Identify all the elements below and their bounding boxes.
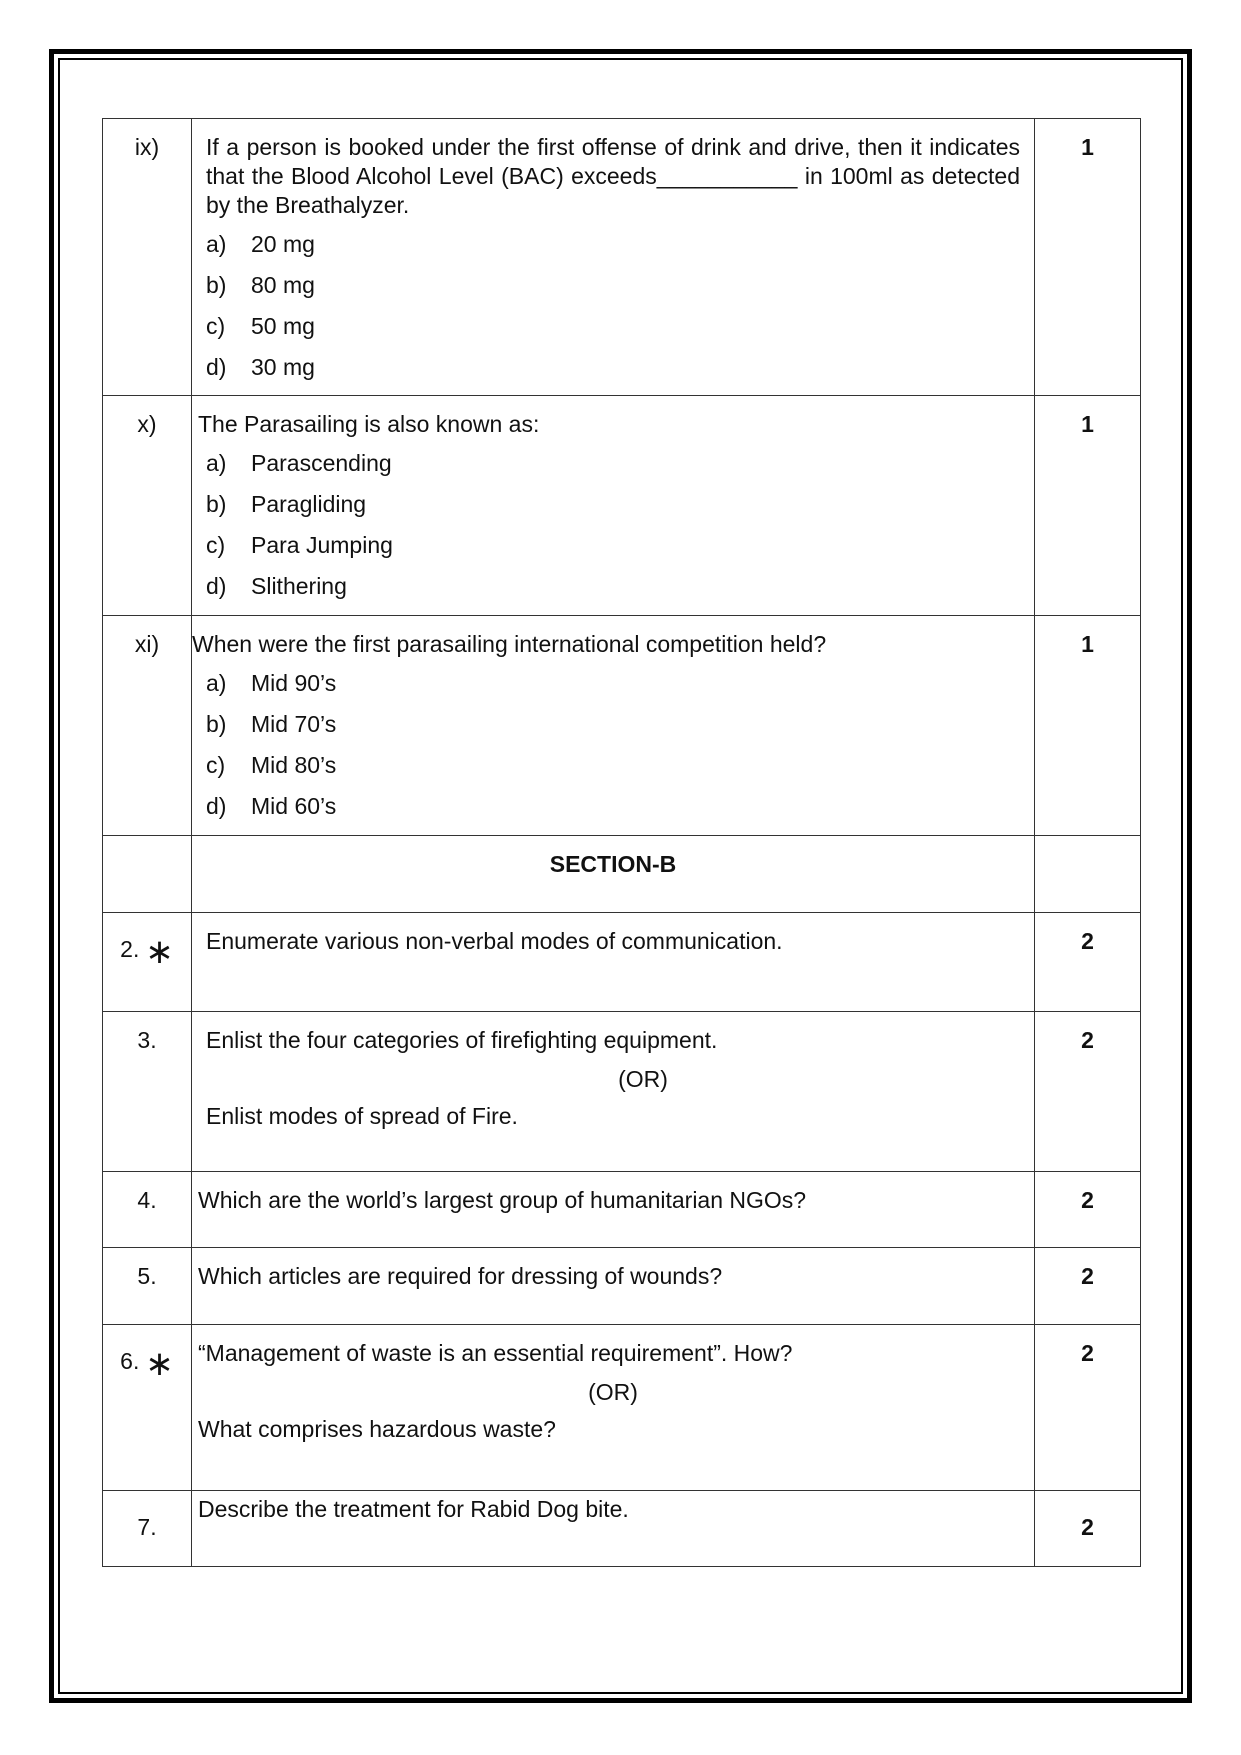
option-b <box>206 708 1034 749</box>
question-body-cell <box>192 119 1035 396</box>
question-number: 6. <box>120 1348 140 1374</box>
question-number-cell <box>103 1491 192 1567</box>
option-label: b) <box>206 711 227 737</box>
question-row-5 <box>103 1248 1141 1325</box>
question-number-wrap <box>103 913 191 971</box>
question-text: Enumerate various non-verbal modes of communication. <box>206 928 783 954</box>
marks-cell <box>1035 616 1141 836</box>
question-number: 4. <box>137 1187 157 1213</box>
question-alt-text: Enlist modes of spread of Fire. <box>206 1103 518 1129</box>
question-body-cell <box>192 616 1035 836</box>
marks-value: 2 <box>1081 1263 1094 1289</box>
question-text: If a person is booked under the first offense of drink and drive, then it indicates that the Blood Alcohol Level (BAC) exceeds___________ in 100ml as detected by the Breathalyzer. <box>206 134 1020 218</box>
question-number-cell <box>103 913 192 1012</box>
option-c <box>206 310 1034 351</box>
option-d <box>206 570 1034 611</box>
question-text: “Management of waste is an essential requirement”. How? <box>198 1340 793 1366</box>
or-separator: (OR) <box>588 1379 638 1405</box>
question-body-cell <box>192 913 1035 1012</box>
marks-cell <box>1035 119 1141 396</box>
marks-value: 2 <box>1081 928 1094 954</box>
question-body-cell <box>192 1248 1035 1325</box>
question-body-cell <box>192 1172 1035 1248</box>
question-number: 5. <box>137 1263 157 1289</box>
marks-cell <box>1035 396 1141 616</box>
option-text: 50 mg <box>251 313 315 339</box>
question-row-xi <box>103 616 1141 836</box>
question-number: x) <box>137 411 157 437</box>
options-list <box>192 667 1034 831</box>
question-number-cell <box>103 616 192 836</box>
option-text: Para Jumping <box>251 532 393 558</box>
marks-cell <box>1035 1172 1141 1248</box>
question-row-ix <box>103 119 1141 396</box>
marks-cell <box>1035 913 1141 1012</box>
marks-value: 1 <box>1081 134 1094 160</box>
option-label: d) <box>206 354 227 380</box>
option-a <box>206 667 1034 708</box>
question-number: 2. <box>120 936 140 962</box>
option-c <box>206 749 1034 790</box>
options-list <box>192 447 1034 611</box>
option-label: d) <box>206 793 227 819</box>
question-number-cell <box>103 1172 192 1248</box>
question-row-2 <box>103 913 1141 1012</box>
question-body-cell <box>192 396 1035 616</box>
option-label: d) <box>206 573 227 599</box>
option-b <box>206 269 1034 310</box>
question-row-6 <box>103 1325 1141 1491</box>
empty-marks-cell <box>1035 836 1141 913</box>
empty-number-cell <box>103 836 192 913</box>
question-body-cell <box>192 1012 1035 1172</box>
option-label: b) <box>206 272 227 298</box>
option-a <box>206 228 1034 269</box>
option-text: Mid 60’s <box>251 793 337 819</box>
option-label: c) <box>206 313 226 339</box>
option-text: Paragliding <box>251 491 367 517</box>
option-a <box>206 447 1034 488</box>
section-title: SECTION-B <box>549 851 677 877</box>
question-body-cell <box>192 1491 1035 1567</box>
option-text: 20 mg <box>251 231 315 257</box>
option-text: 30 mg <box>251 354 315 380</box>
question-number-cell <box>103 1248 192 1325</box>
question-alt-text: What comprises hazardous waste? <box>198 1416 556 1442</box>
question-number: 7. <box>137 1514 157 1540</box>
question-row-4 <box>103 1172 1141 1248</box>
section-b-row <box>103 836 1141 913</box>
option-d <box>206 790 1034 831</box>
marks-cell <box>1035 1325 1141 1491</box>
question-row-3 <box>103 1012 1141 1172</box>
question-row-x <box>103 396 1141 616</box>
marks-cell <box>1035 1012 1141 1172</box>
option-text: 80 mg <box>251 272 315 298</box>
marks-value: 2 <box>1081 1514 1094 1540</box>
option-c <box>206 529 1034 570</box>
question-number: ix) <box>134 134 160 160</box>
option-label: c) <box>206 752 226 778</box>
section-title-cell <box>192 836 1035 913</box>
question-text: When were the first parasailing international competition held? <box>192 631 827 657</box>
asterisk-icon: ∗ <box>145 933 174 971</box>
option-text: Parascending <box>251 450 392 476</box>
asterisk-icon: ∗ <box>145 1345 174 1383</box>
option-label: b) <box>206 491 227 517</box>
option-label: a) <box>206 231 227 257</box>
or-separator: (OR) <box>618 1066 668 1092</box>
question-number-cell <box>103 1325 192 1491</box>
marks-cell <box>1035 1248 1141 1325</box>
marks-value: 2 <box>1081 1340 1094 1366</box>
option-text: Mid 80’s <box>251 752 337 778</box>
question-text: Which articles are required for dressing of wounds? <box>198 1263 723 1289</box>
options-list <box>192 228 1034 392</box>
question-number: xi) <box>134 631 160 657</box>
option-d <box>206 351 1034 392</box>
marks-cell <box>1035 1491 1141 1567</box>
marks-value: 2 <box>1081 1027 1094 1053</box>
question-table <box>102 118 1141 1567</box>
option-text: Slithering <box>251 573 347 599</box>
question-text: The Parasailing is also known as: <box>198 411 540 437</box>
question-number-wrap <box>103 1325 191 1383</box>
option-label: c) <box>206 532 226 558</box>
marks-value: 1 <box>1081 411 1094 437</box>
option-text: Mid 90’s <box>251 670 337 696</box>
question-text: Describe the treatment for Rabid Dog bite. <box>198 1496 629 1522</box>
question-number-cell <box>103 119 192 396</box>
question-number: 3. <box>137 1027 157 1053</box>
question-row-7 <box>103 1491 1141 1567</box>
question-body-cell <box>192 1325 1035 1491</box>
option-label: a) <box>206 450 227 476</box>
question-text: Enlist the four categories of firefighting equipment. <box>206 1027 718 1053</box>
option-label: a) <box>206 670 227 696</box>
question-number-cell <box>103 1012 192 1172</box>
option-text: Mid 70’s <box>251 711 337 737</box>
option-b <box>206 488 1034 529</box>
marks-value: 1 <box>1081 631 1094 657</box>
question-text: Which are the world’s largest group of humanitarian NGOs? <box>198 1187 807 1213</box>
question-number-cell <box>103 396 192 616</box>
marks-value: 2 <box>1081 1187 1094 1213</box>
